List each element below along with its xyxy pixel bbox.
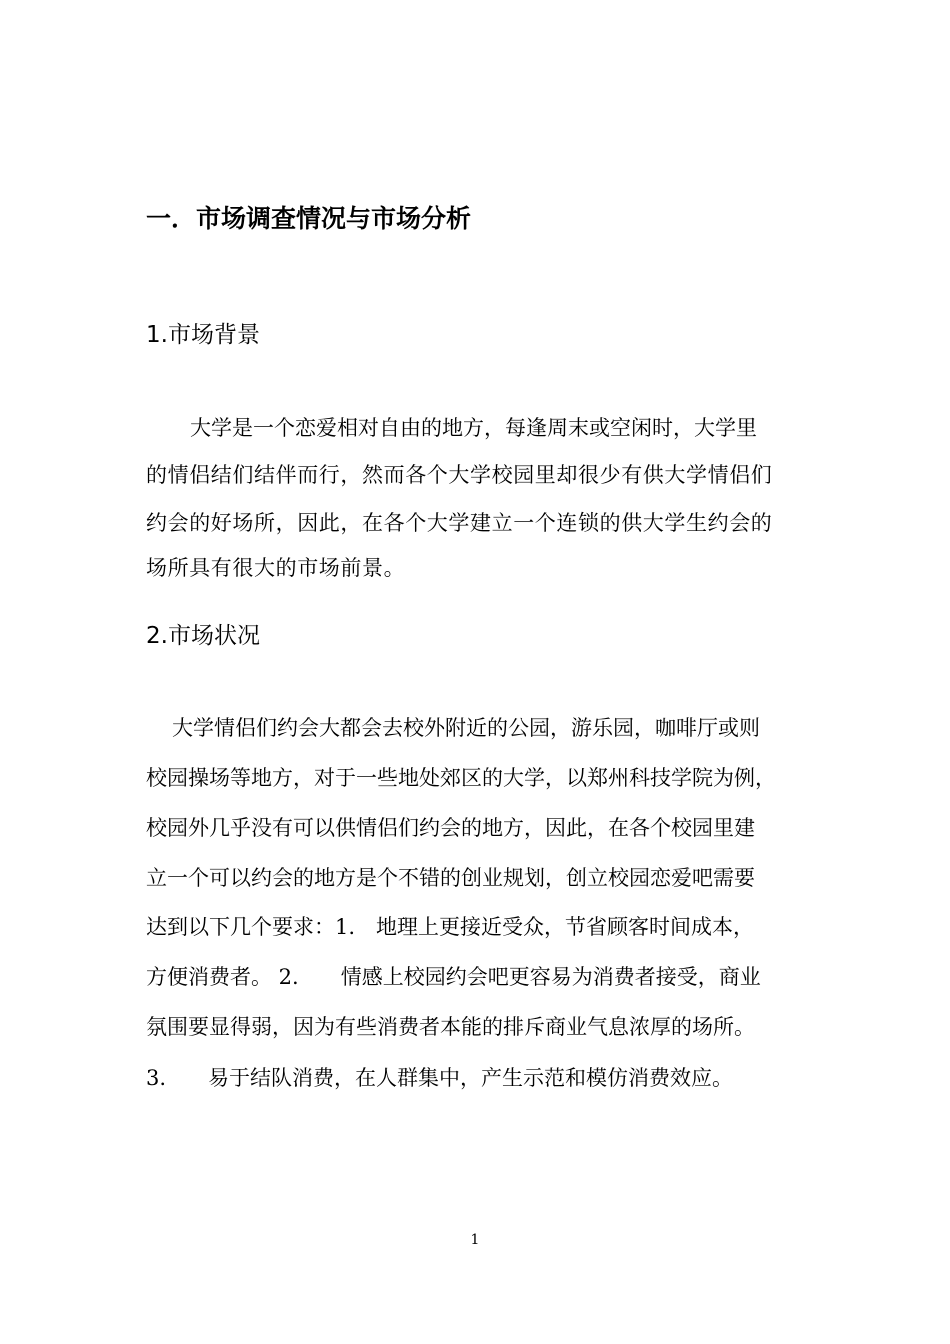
paragraph-line: 场所具有很大的市场前景。 — [146, 556, 406, 580]
paragraph-line: 的情侣结们结伴而行，然而各个大学校园里却很少有供大学情侣们 — [146, 463, 773, 487]
paragraph-line: 氛围要显得弱，因为有些消费者本能的排斥商业气息浓厚的场所。 — [146, 1015, 755, 1039]
paragraph-line: 校园外几乎没有可以供情侣们约会的地方，因此，在各个校园里建 — [146, 816, 755, 840]
paragraph-line: 方便消费者。 2. 情感上校园约会吧更容易为消费者接受，商业 — [146, 965, 761, 989]
subsection-title-market-background: 1.市场背景 — [146, 322, 260, 348]
section-heading: 一．市场调查情况与市场分析 — [146, 204, 472, 233]
paragraph-line: 约会的好场所，因此，在各个大学建立一个连锁的供大学生约会的 — [146, 511, 773, 535]
subsection-title-market-status: 2.市场状况 — [146, 623, 260, 649]
page-number: 1 — [470, 1232, 480, 1248]
paragraph-line: 校园操场等地方，对于一些地处郊区的大学，以郑州科技学院为例， — [146, 766, 776, 790]
paragraph-line: 3. 易于结队消费，在人群集中，产生示范和模仿消费效应。 — [146, 1066, 734, 1090]
paragraph-line: 达到以下几个要求：1. 地理上更接近受众，节省顾客时间成本， — [146, 915, 755, 939]
paragraph-line: 大学情侣们约会大都会去校外附近的公园，游乐园，咖啡厅或则 — [172, 716, 760, 740]
paragraph-line: 大学是一个恋爱相对自由的地方，每逢周末或空闲时，大学里 — [190, 416, 757, 440]
paragraph-line: 立一个可以约会的地方是个不错的创业规划，创立校园恋爱吧需要 — [146, 866, 755, 890]
